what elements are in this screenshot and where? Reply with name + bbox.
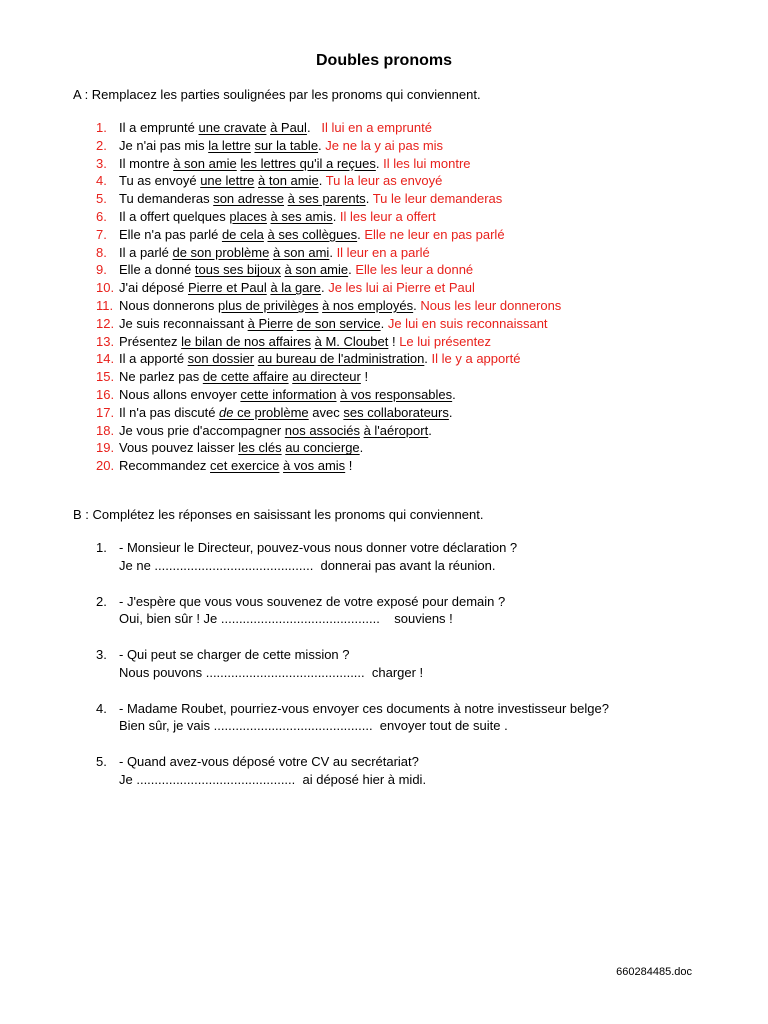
sentence-text: . [306, 120, 322, 135]
underlined-phrase: à son ami [272, 244, 330, 260]
item-sentence [119, 315, 548, 333]
answer-text: Je les lui ai Pierre et Paul [328, 280, 475, 296]
page-title: Doubles pronoms [315, 52, 452, 69]
item-number: 11. [96, 297, 114, 313]
item-number: 4. [96, 700, 107, 716]
section-b-instruction: B : Complétez les réponses en saisissant les pronoms qui conviennent. [73, 507, 484, 522]
item-number: 6. [96, 208, 107, 224]
underlined-phrase: à son amie [173, 155, 237, 171]
document-filename: 660284485.doc [616, 966, 692, 978]
sentence-text: J'ai déposé [119, 280, 188, 296]
item-number: 1. [96, 120, 107, 135]
underlined-phrase: à la gare [270, 280, 321, 296]
sentence-text: . [413, 297, 421, 313]
exercise-a-item [0, 137, 768, 155]
sentence-text: Je n'ai pas mis [119, 137, 209, 153]
underlined-phrase: de cette affaire [202, 369, 289, 385]
sentence-text: . [380, 315, 388, 331]
underlined-phrase: sur la table [254, 137, 319, 153]
answer-text: Il le y a apporté [431, 351, 521, 367]
underlined-phrase: une lettre [200, 173, 255, 189]
underlined-phrase: à son amie [284, 262, 349, 278]
answer-text: Il les leur a offert [339, 208, 436, 224]
exercise-a-item [0, 386, 768, 404]
item-sentence [119, 226, 505, 244]
sentence-text: Il a offert quelques [119, 208, 230, 224]
item-number: 10. [96, 280, 115, 296]
exercise-a-item [0, 172, 768, 190]
sentence-text: ! [360, 369, 369, 385]
sentence-text: Tu demanderas [119, 191, 214, 207]
sentence-text: Vous pouvez laisser [119, 440, 239, 456]
underlined-phrase: à vos responsables [340, 386, 453, 402]
item-number: 18. [96, 422, 115, 438]
section-b-list [0, 540, 768, 808]
item-sentence [119, 279, 475, 297]
sentence-text: Il a apporté [119, 351, 188, 367]
sentence-text: . [424, 351, 432, 367]
item-number: 16. [96, 386, 115, 402]
question-text: - Madame Roubet, pourriez-vous envoyer ces documents à notre investisseur belge? [119, 700, 609, 716]
item-sentence [119, 172, 442, 190]
sentence-text: avec [308, 404, 344, 420]
exercise-a-item [0, 315, 768, 333]
answer-text: Nous les leur donnerons [420, 297, 562, 313]
exercise-a-item [0, 279, 768, 297]
item-number: 7. [96, 226, 107, 242]
item-number: 5. [96, 191, 107, 207]
exercise-a-item [0, 439, 768, 457]
underlined-phrase: cet exercice [210, 458, 280, 474]
item-number: 4. [96, 173, 107, 189]
sentence-text: . [332, 208, 340, 224]
exercise-a-item [0, 404, 768, 422]
answer-text: Je lui en suis reconnaissant [387, 315, 548, 331]
section-a-list [0, 119, 768, 475]
sentence-text: . [448, 404, 453, 420]
sentence-text: Présentez [119, 333, 182, 349]
item-sentence [119, 350, 520, 368]
item-number: 20. [96, 458, 115, 474]
sentence-text: Je vous prie d'accompagner [119, 422, 285, 438]
exercise-a-item [0, 261, 768, 279]
item-number: 8. [96, 244, 107, 260]
item-sentence [119, 137, 443, 155]
sentence-text: Elle a donné [119, 262, 195, 278]
exercise-a-item [0, 244, 768, 262]
underlined-phrase: places [229, 208, 267, 224]
item-sentence [119, 333, 491, 351]
underlined-phrase: le bilan de nos affaires [181, 333, 312, 349]
underlined-phrase: à Paul [270, 120, 307, 135]
fill-in-response: Je ne ............................................ donnerai pas avant la réunion. [119, 557, 496, 573]
item-sentence [119, 190, 502, 208]
underlined-phrase: ses collaborateurs [343, 404, 449, 420]
item-number: 17. [96, 404, 115, 420]
item-number: 3. [96, 647, 107, 662]
underlined-phrase: son adresse [213, 191, 285, 207]
underlined-phrase: ce problème [233, 404, 309, 420]
underlined-phrase: nos associés [284, 422, 360, 438]
sentence-text: Il montre [119, 155, 174, 171]
exercise-b-item [0, 647, 768, 701]
underlined-phrase: les lettres qu'il a reçues [240, 155, 376, 171]
item-sentence [119, 244, 430, 262]
item-number: 5. [96, 754, 107, 769]
item-sentence [119, 261, 473, 279]
underlined-phrase: son dossier [187, 351, 255, 367]
sentence-text: ! [388, 333, 400, 349]
item-number: 19. [96, 440, 115, 456]
underlined-phrase: Pierre et Paul [187, 280, 267, 296]
item-sentence [119, 119, 432, 137]
sentence-text: . [320, 280, 329, 296]
answer-text: Il leur en a parlé [336, 244, 430, 260]
sentence-text: . [318, 137, 326, 153]
item-sentence [119, 208, 436, 226]
fill-in-response: Je ............................................ ai déposé hier à midi. [119, 771, 427, 787]
sentence-text: . [428, 422, 432, 438]
fill-in-response: Oui, bien sûr ! Je ............................................ souviens ! [119, 611, 453, 626]
sentence-text: . [318, 173, 326, 189]
item-sentence [119, 457, 352, 475]
underlined-phrase: la lettre [208, 137, 251, 153]
question-text: - Quand avez-vous déposé votre CV au secrétariat? [119, 754, 419, 769]
question-text: - Monsieur le Directeur, pouvez-vous nous donner votre déclaration ? [119, 540, 518, 555]
underlined-phrase: cette information [240, 386, 337, 402]
item-sentence [119, 297, 561, 315]
underlined-phrase: tous ses bijoux [194, 262, 281, 278]
exercise-a-item [0, 155, 768, 173]
underlined-phrase: de cela [221, 226, 264, 242]
exercise-a-item [0, 226, 768, 244]
underlined-phrase: à ses collègues [267, 226, 358, 242]
sentence-text: Il a emprunté [119, 120, 199, 135]
answer-text: Il les lui montre [383, 155, 471, 171]
item-number: 13. [96, 333, 115, 349]
underlined-phrase: à M. Cloubet [314, 333, 389, 349]
fill-in-response: Nous pouvons ............................................ charger ! [119, 664, 424, 680]
answer-text: Le lui présentez [399, 333, 491, 349]
underlined-phrase: à nos employés [322, 297, 414, 313]
underlined-phrase: au directeur [292, 369, 361, 385]
exercise-a-item [0, 350, 768, 368]
exercise-b-item [0, 540, 768, 594]
sentence-text: Il n'a pas discuté [119, 404, 220, 420]
sentence-text: . [348, 262, 356, 278]
underlined-phrase: les clés [238, 440, 282, 456]
item-number: 2. [96, 593, 107, 609]
exercise-a-item [0, 457, 768, 475]
underlined-phrase: à l'aéroport [363, 422, 429, 438]
item-sentence [119, 439, 363, 457]
underlined-phrase: de son problème [172, 244, 270, 260]
exercise-a-item [0, 190, 768, 208]
underlined-phrase: à ses parents [287, 191, 366, 207]
sentence-text: . [357, 226, 365, 242]
sentence-text: Ne parlez pas [119, 369, 203, 385]
underlined-phrase: à ton amie [258, 173, 319, 189]
sentence-text: . [375, 155, 384, 171]
item-sentence [119, 404, 452, 422]
answer-text: Il lui en a emprunté [321, 120, 432, 135]
exercise-a-item [0, 297, 768, 315]
item-number: 1. [96, 540, 107, 555]
sentence-text: Nous allons envoyer [119, 386, 241, 402]
sentence-text: . [329, 244, 337, 260]
underlined-phrase: à ses amis [270, 208, 333, 224]
fill-in-response: Bien sûr, je vais ............................................ envoyer tout de suite . [119, 718, 508, 733]
question-text: - J'espère que vous vous souvenez de votre exposé pour demain ? [119, 593, 506, 609]
item-number: 15. [96, 369, 115, 385]
exercise-b-item [0, 594, 768, 648]
item-number: 12. [96, 315, 115, 331]
underlined-phrase: une cravate [198, 120, 267, 135]
answer-text: Tu le leur demanderas [372, 191, 503, 207]
answer-text: Je ne la y ai pas mis [325, 137, 444, 153]
exercise-a-item [0, 119, 768, 137]
item-sentence [119, 368, 368, 386]
item-number: 9. [96, 262, 107, 278]
underlined-phrase: de son service [296, 315, 381, 331]
sentence-text: . [452, 386, 456, 402]
sentence-text: Je suis reconnaissant [119, 315, 248, 331]
item-number: 3. [96, 155, 107, 171]
underlined-phrase: plus de privilèges [218, 297, 319, 313]
underlined-phrase: à vos amis [283, 458, 346, 474]
answer-text: Elle les leur a donné [355, 262, 474, 278]
sentence-text: ! [345, 458, 353, 474]
exercise-a-item [0, 368, 768, 386]
underlined-phrase: au concierge [285, 440, 360, 456]
exercise-b-item [0, 754, 768, 808]
question-text: - Qui peut se charger de cette mission ? [119, 647, 350, 662]
sentence-text: Nous donnerons [119, 297, 219, 313]
item-sentence [119, 155, 471, 173]
exercise-a-item [0, 208, 768, 226]
sentence-text: Tu as envoyé [119, 173, 201, 189]
underlined-phrase: à Pierre [247, 315, 294, 331]
sentence-text: . [365, 191, 373, 207]
item-number: 2. [96, 137, 107, 153]
exercise-a-item [0, 422, 768, 440]
sentence-text: Recommandez [119, 458, 211, 474]
item-sentence [119, 422, 432, 440]
item-sentence [119, 386, 456, 404]
exercise-b-item [0, 701, 768, 755]
sentence-text: Il a parlé [119, 244, 173, 260]
underlined-phrase: de [219, 404, 234, 420]
answer-text: Tu la leur as envoyé [325, 173, 443, 189]
exercise-a-item [0, 333, 768, 351]
item-number: 14. [96, 351, 115, 367]
underlined-phrase: au bureau de l'administration [257, 351, 425, 367]
sentence-text: Elle n'a pas parlé [119, 226, 222, 242]
section-a-instruction: A : Remplacez les parties soulignées par les pronoms qui conviennent. [73, 87, 481, 102]
sentence-text: . [359, 440, 364, 456]
answer-text: Elle ne leur en pas parlé [364, 226, 505, 242]
